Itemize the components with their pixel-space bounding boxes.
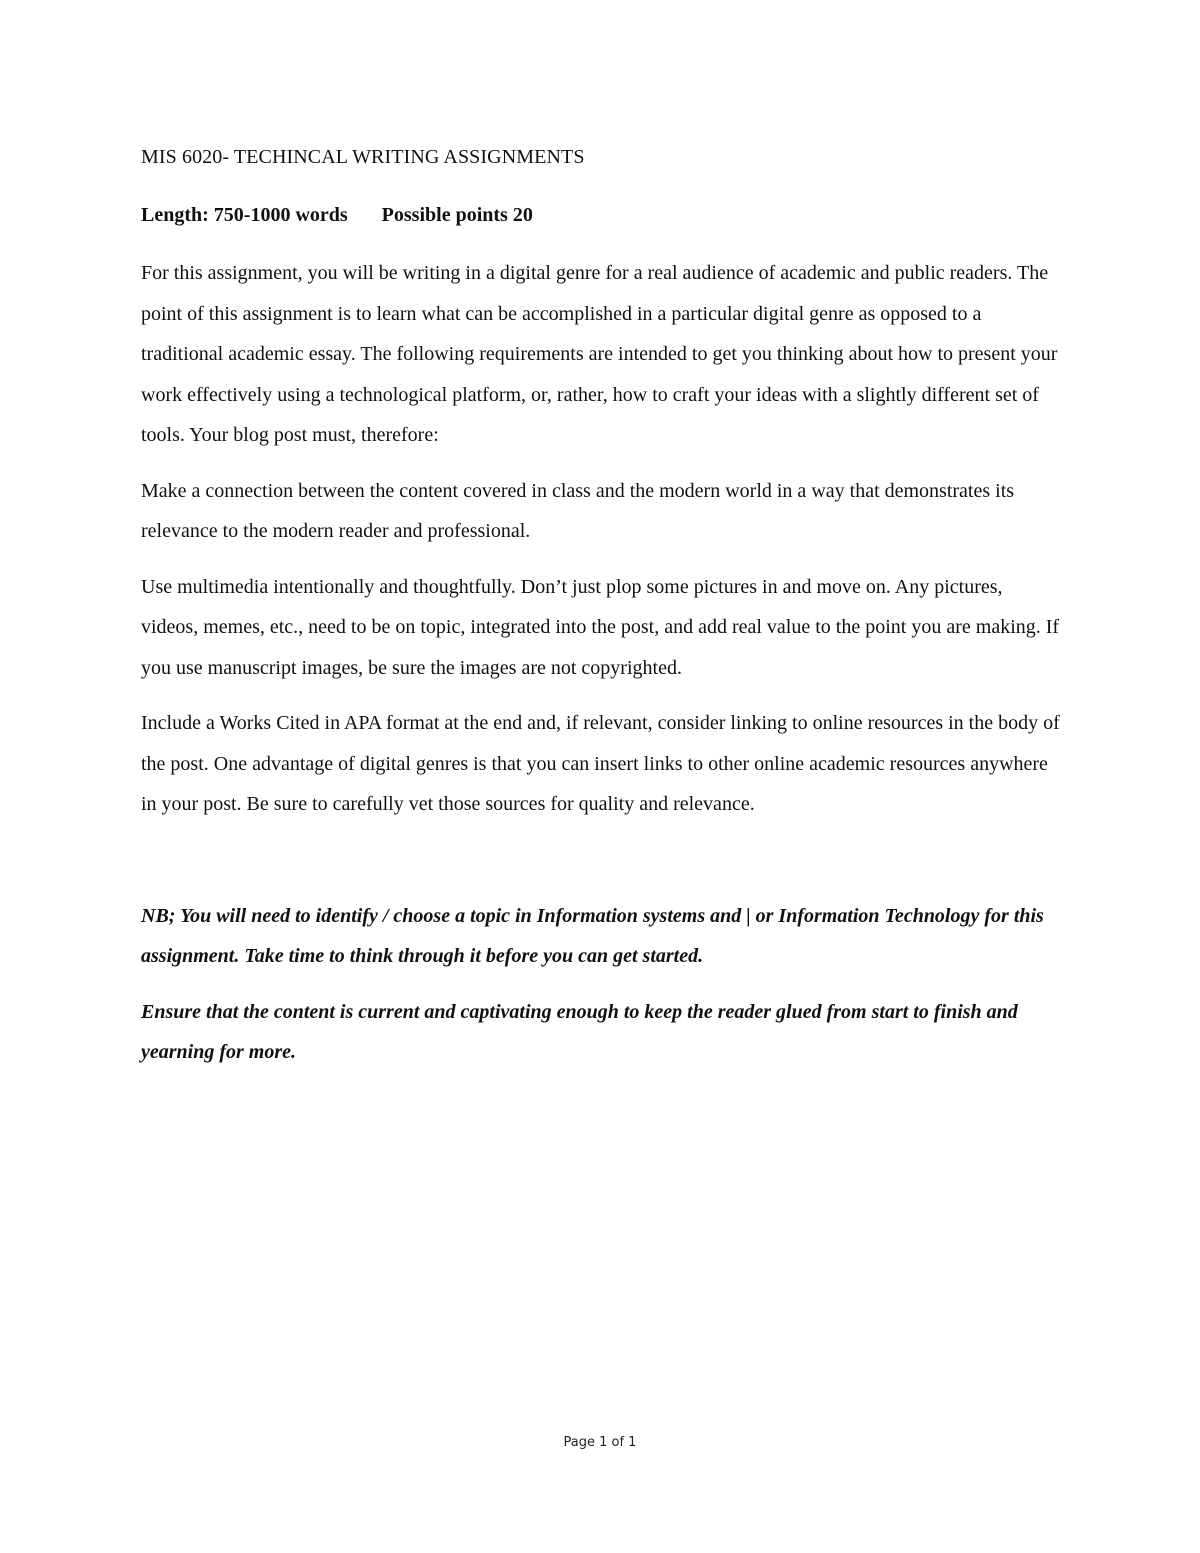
requirement-works-cited-paragraph: Include a Works Cited in APA format at the end and, if relevant, consider linking to online resources in the body of the post. One advantage of digital genres is that you can insert links to other online academic resources anywhere in your post. Be sure to carefully vet those sources for quality and relevance. [141,712,1060,815]
intro-paragraph: For this assignment, you will be writing in a digital genre for a real audience of academic and public readers. The point of this assignment is to learn what can be accomplished in a particular digital genre as opposed to a traditional academic essay. The following requirements are intended to get you thinking about how to present your work effectively using a technological platform, or, rather, how to craft your ideas with a slightly different set of tools. Your blog post must, therefore: [141,262,1058,446]
topic-note: NB; You will need to identify / choose a topic in Information systems and | or Information Technology for this assignment. Take time to think through it before you can get started. [141,904,1044,967]
document-content [141,141,1061,1088]
document-title: MIS 6020- TECHINCAL WRITING ASSIGNMENTS [141,146,585,168]
requirement-connection-paragraph: Make a connection between the content covered in class and the modern world in a way that demonstrates its relevance to the modern reader and professional. [141,479,1015,542]
assignment-meta [141,199,1061,231]
points-label: Possible points 20 [381,204,533,226]
content-note: Ensure that the content is current and captivating enough to keep the reader glued from start to finish and yearning for more. [141,1000,1018,1063]
length-label: Length: 750-1000 words [141,204,348,226]
section-spacer [141,840,1061,896]
page-number-footer: Page 1 of 1 [563,1435,637,1450]
requirement-multimedia-paragraph: Use multimedia intentionally and thoughtfully. Don’t just plop some pictures in and move on. Any pictures, videos, memes, etc., need to be on topic, integrated into the post, and add real value to the point you are making. If you use manuscript images, be sure the images are not copyrighted. [141,575,1060,679]
